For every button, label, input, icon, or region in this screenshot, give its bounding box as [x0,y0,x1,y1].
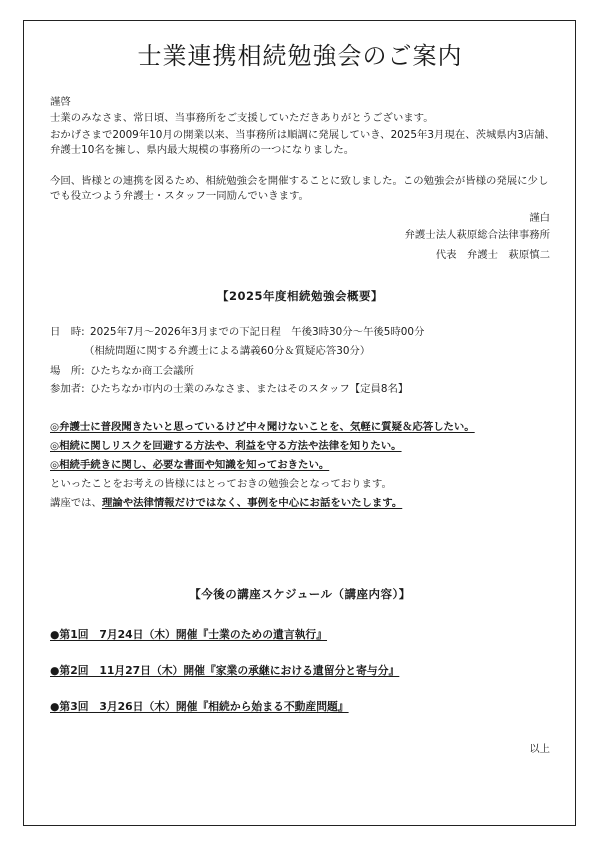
lecture-emphasis: 理論や法律情報だけではなく、事例を中心にお話をいたします。 [101,497,403,509]
date-value: 2025年7月～2026年3月までの下記日程 午後3時30分～午後5時00分 [90,326,425,338]
date-label: 日 時: [50,326,85,338]
lecture-line [50,494,402,509]
lecture-prefix: 講座では、 [50,497,102,509]
sender-rep: 代表 弁護士 萩原慎二 [435,249,550,261]
point-2: ◎相続に関しリスクを回避する方法や、利益を守る方法や法律を知りたい。 [50,440,402,452]
overview-heading: 【2025年度相続勉強会概要】 [216,289,383,303]
schedule-item-3: ●第3回 3月26日（木）開催『相続から始まる不動産問題』 [50,700,349,713]
date-note: （相続問題に関する弁護士による講義60分＆質疑応答30分） [84,345,371,357]
attendee-row [50,380,408,395]
attendee-value: ひたちなか市内の士業のみなさま、またはそのスタッフ【定員8名】 [90,383,409,395]
paragraph-2: おかげさまで2009年10月の開業以来、当事務所は順調に発展していき、2025年3月現在、茨城県内3店舗、弁護士10名を擁し、県内最大規模の事務所の一つになりました。 [50,129,555,156]
place-row [50,362,194,377]
sender-org: 弁護士法人萩原総合法律事務所 [404,229,550,241]
place-value: ひたちなか商工会議所 [90,365,194,377]
closing: 謹白 [529,212,550,224]
after-points: といったことをお考えの皆様にはとっておきの勉強会となっております。 [50,478,392,490]
greeting: 謹啓 [50,96,71,108]
schedule-heading: 【今後の講座スケジュール（講座内容）】 [189,587,411,601]
end-mark: 以上 [529,743,550,755]
page-title: 士業連携相続勉強会のご案内 [137,42,463,70]
point-3: ◎相続手続きに関し、必要な書面や知識を知っておきたい。 [50,459,330,471]
schedule-item-2: ●第2回 11月27日（木）開催『家業の承継における遺留分と寄与分』 [50,664,400,677]
paragraph-3: 今回、皆様との連携を図るため、相続勉強会を開催することに致しました。この勉強会が皆様の発展に少しでも役立つよう弁護士・スタッフ一同励んでいきます。 [50,175,549,202]
point-1: ◎弁護士に普段聞きたいと思っているけど中々聞けないことを、気軽に質疑＆応答したい。 [50,421,475,433]
place-label: 場 所: [50,365,85,377]
paragraph-1: 士業のみなさま、常日頃、当事務所をご支援していただきありがとうございます。 [50,112,434,124]
schedule-item-1: ●第1回 7月24日（木）開催『士業のための遺言執行』 [50,628,328,641]
date-row [50,323,424,338]
attendee-label: 参加者: [50,383,85,395]
